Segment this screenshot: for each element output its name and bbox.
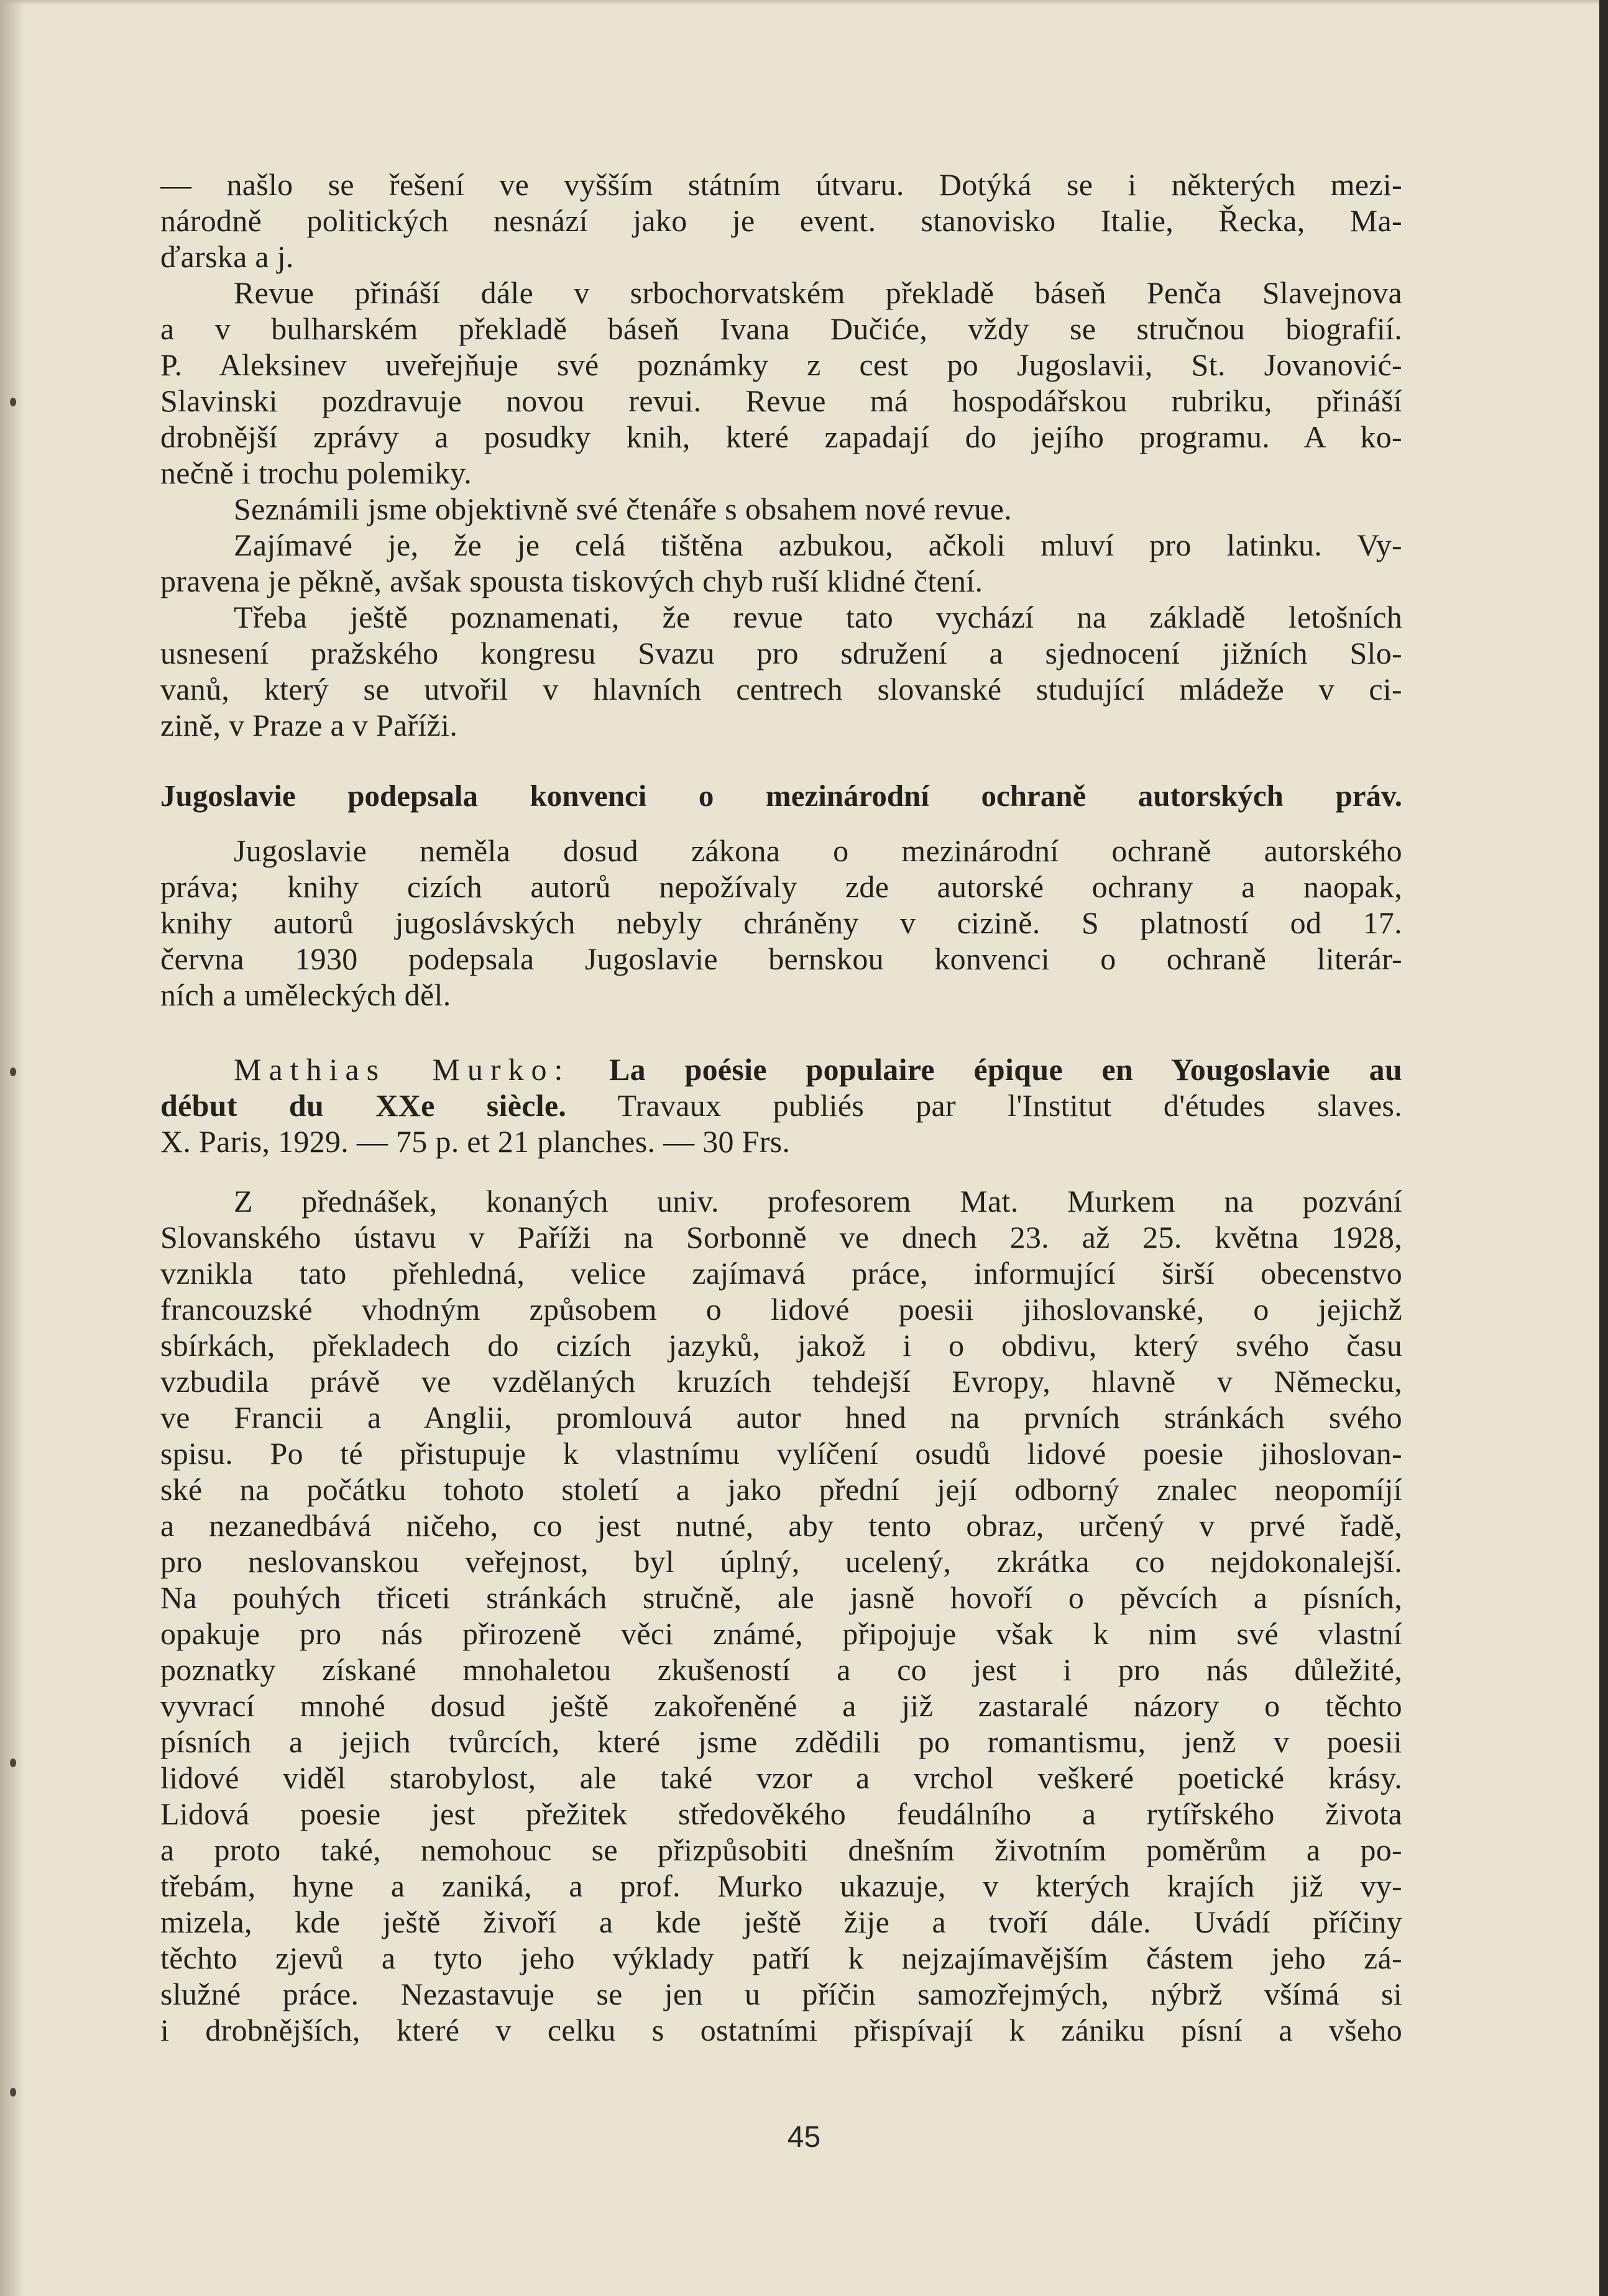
text-line: služné práce. Nezastavuje se jen u příčin samozřejmých, nýbrž všímá si [160,1977,1402,2011]
margin-mark [10,2088,16,2097]
text-line: Jugoslavie neměla dosud zákona o mezinárodní ochraně autorského [234,833,1402,868]
text-line: června 1930 podepsala Jugoslavie bernskou konvenci o ochraně literár- [160,941,1402,976]
text-line: poznatky získané mnohaletou zkušeností a co jest i pro nás důležité, [160,1652,1402,1687]
paragraph-seznamili [160,491,1402,527]
text-line: a v bulharském překladě báseň Ivana Dučiće, vždy se stručnou biografií. [160,311,1402,346]
text-line: francouzské vhodným způsobem o lidové poesii jihoslovanské, o jejichž [160,1292,1402,1327]
citation-line [160,1087,1402,1123]
text-line: Revue přináší dále v srbochorvatském překladě báseň Penča Slavejnova [234,275,1402,310]
page-gutter-shadow [0,0,25,2296]
citation-line [160,1051,1402,1087]
text-line: pravena je pěkně, avšak spousta tiskových chyb ruší klidné čtení. [160,564,983,598]
paragraph-jugoslavie [160,833,1402,1013]
text-line: pro neslovanskou veřejnost, byl úplný, ucelený, zkrátka co nejdokonalejší. [160,1544,1402,1579]
text-line: knihy autorů jugoslávských nebyly chráněny v cizině. S platností od 17. [160,905,1402,940]
text-line: mizela, kde ještě živoří a kde ještě žije a tvoří dále. Uvádí příčiny [160,1905,1402,1939]
text-line: ních a uměleckých děl. [160,977,451,1012]
margin-mark [10,1068,16,1076]
text-line: vznikla tato přehledná, velice zajímavá práce, informující širší obecenstvo [160,1256,1402,1291]
text-line: třebám, hyne a zaniká, a prof. Murko ukazuje, v kterých krajích již vy- [160,1868,1402,1903]
paragraph-zajimave [160,527,1402,599]
text-line: Zajímavé je, že je celá tištěna azbukou, ačkoli mluví pro latinku. Vy- [234,528,1402,562]
text-line: písních a jejich tvůrcích, které jsme zdědili po romantismu, jenž v poesii [160,1724,1402,1759]
text-line: drobnější zprávy a posudky knih, které zapadají do jejího programu. A ko- [160,419,1402,454]
text-line: Lidová poesie jest přežitek středověkého feudálního a rytířského života [160,1796,1402,1831]
text-line: Z přednášek, konaných univ. profesorem Mat. Murkem na pozvání [234,1184,1402,1219]
text-line: usnesení pražského kongresu Svazu pro sdružení a sjednocení jižních Slo- [160,636,1402,670]
text-line: P. Aleksinev uveřejňuje své poznámky z cest po Jugoslavii, St. Jovanović- [160,347,1402,382]
text-line: národně politických nesnází jako je event. stanovisko Italie, Řecka, Ma- [160,203,1402,238]
text-line: Slavinski pozdravuje novou revui. Revue má hospodářskou rubriku, přináší [160,383,1402,418]
paragraph-revue [160,275,1402,491]
paragraph-treba [160,599,1402,743]
page-number: 45 [787,2121,821,2154]
text-line: a nezanedbává ničeho, co jest nutné, aby tento obraz, určený v prvé řadě, [160,1508,1402,1543]
review-title-cont: début du XXe siècle. [160,1088,567,1123]
paragraph-prednasek [160,1183,1402,2048]
page-text [160,167,1402,2048]
text-line: vzbudila právě ve vzdělaných kruzích tehdejší Evropy, hlavně v Německu, [160,1364,1402,1399]
text-line: — našlo se řešení ve vyšším státním útvaru. Dotýká se i některých mezi- [160,167,1402,202]
text-line: lidové viděl starobylost, ale také vzor a vrchol veškeré poetické krásy. [160,1760,1402,1795]
paragraph-continued [160,167,1402,275]
text-line: Slovanského ústavu v Paříži na Sorbonně ve dnech 23. až 25. května 1928, [160,1220,1402,1255]
text-line: nečně i trochu polemiky. [160,455,472,490]
review-title: La poésie populaire épique en Yougoslavie au [609,1052,1402,1087]
section-heading: Jugoslavie podepsala konvenci o mezinárodní ochraně autorských práv. [160,779,1402,813]
text-line: ďarska a j. [160,239,294,274]
text-line: těchto zjevů a tyto jeho výklady patří k nejzajímavějším částem jeho zá- [160,1941,1402,1975]
text-line: Seznámili jsme objektivně své čtenáře s obsahem nové revue. [234,492,1013,526]
review-publisher: Travaux publiés par l'Institut d'études slaves. [617,1088,1402,1123]
text-line: ské na počátku tohoto století a jako přední její odborný znalec neopomíjí [160,1472,1402,1507]
citation-line: X. Paris, 1929. — 75 p. et 21 planches. — 30 Frs. [160,1124,791,1159]
book-review-citation [160,1051,1402,1159]
text-line: práva; knihy cizích autorů nepožívaly zde autorské ochrany a naopak, [160,869,1402,904]
text-line: a proto také, nemohouc se přizpůsobiti dnešním životním poměrům a po- [160,1832,1402,1867]
review-author: Mathias Murko: [234,1052,571,1087]
page-edge-top [0,0,1608,5]
text-line: i drobnějších, které v celku s ostatními přispívají k zániku písní a všeho [160,2013,1402,2047]
margin-mark [10,398,16,406]
text-line: ve Francii a Anglii, promlouvá autor hned na prvních stránkách svého [160,1400,1402,1435]
text-line: zině, v Praze a v Paříži. [160,708,458,743]
text-line: spisu. Po té přistupuje k vlastnímu vylíčení osudů lidové poesie jihoslovan- [160,1436,1402,1471]
page-right-edge [1599,0,1608,2296]
margin-mark [10,1759,16,1767]
text-line: opakuje pro nás přirozeně věci známé, připojuje však k nim své vlastní [160,1616,1402,1651]
text-line: vanů, který se utvořil v hlavních centrech slovanské studující mládeže v ci- [160,672,1402,707]
text-line: sbírkách, překladech do cizích jazyků, jakož i o obdivu, který svého času [160,1328,1402,1363]
text-line: Na pouhých třiceti stránkách stručně, ale jasně hovoří o pěvcích a písních, [160,1580,1402,1615]
text-line: Třeba ještě poznamenati, že revue tato vychází na základě letošních [234,600,1402,634]
text-line: vyvrací mnohé dosud ještě zakořeněné a již zastaralé názory o těchto [160,1688,1402,1723]
